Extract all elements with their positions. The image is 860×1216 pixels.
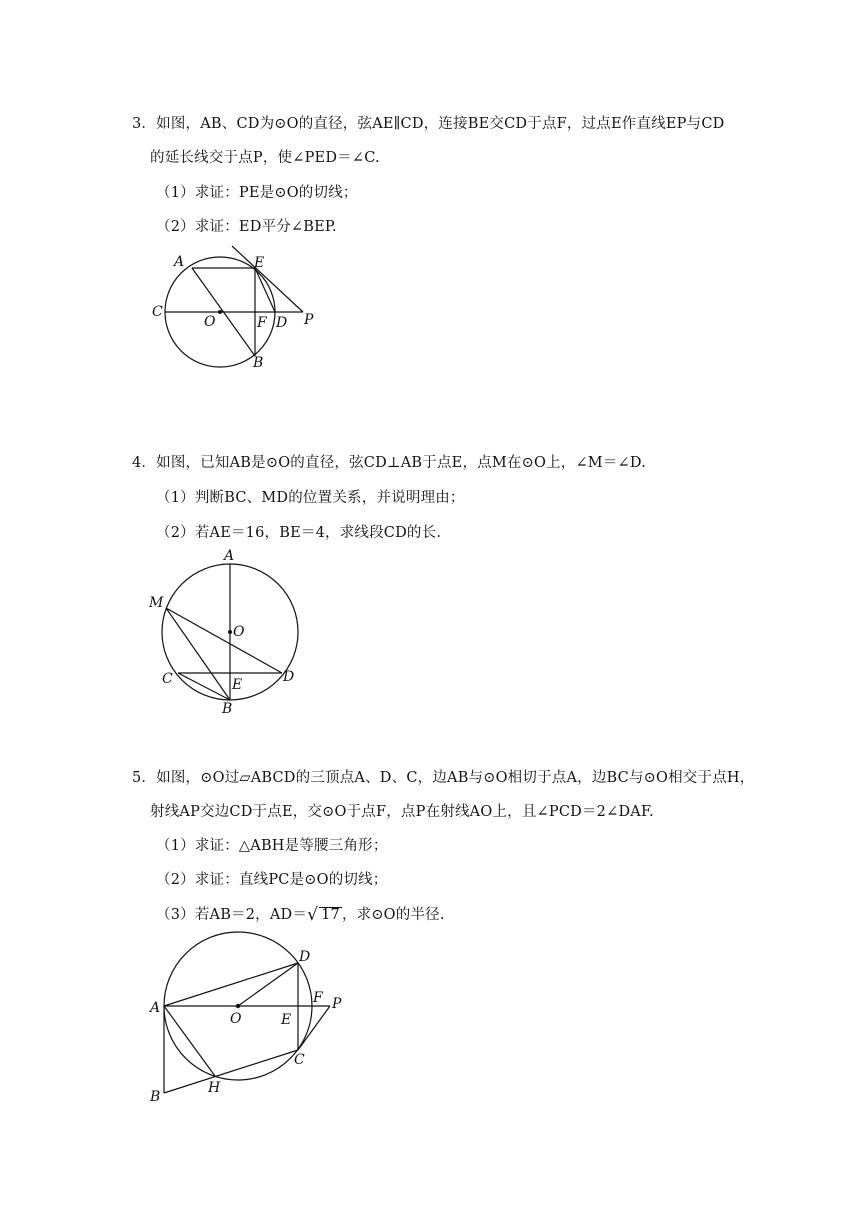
problem-5-sub3 [156, 903, 445, 924]
line-ed [255, 268, 275, 312]
center-dot [218, 310, 222, 314]
label-c: C [152, 304, 163, 320]
label-o: O [204, 314, 216, 330]
label-d: D [299, 949, 311, 965]
problem-5-stem-cont: 射线AP交边CD于点E，交⊙O于点F，点P在射线AO上，且∠PCD＝2∠DAF. [150, 804, 654, 820]
figure-3 [140, 240, 340, 380]
label-c: C [162, 671, 173, 687]
radicand: 17 [321, 907, 340, 923]
label-f: F [313, 990, 323, 1006]
line-cp [298, 1006, 330, 1050]
problem-3-stem-cont: 的延长线交于点P，使∠PED＝∠C. [150, 150, 380, 166]
problem-3-sub2: （2）求证：ED平分∠BEP. [156, 219, 337, 235]
problem-4-sub2: （2）若AE＝16，BE＝4，求线段CD的长. [156, 525, 442, 541]
problem-5-stem: 5．如图，⊙O过▱ABCD的三顶点A、D、C，边AB与⊙O相切于点A，边BC与⊙O相交于点H， [132, 770, 755, 786]
figure-4 [140, 545, 320, 725]
center-dot [236, 1004, 240, 1008]
label-e: E [281, 1012, 292, 1028]
problem-5-sub1: （1）求证：△ABH是等腰三角形； [156, 838, 388, 854]
label-f: F [257, 315, 267, 331]
label-d: D [276, 315, 288, 331]
line-ah [164, 1006, 215, 1076]
label-a: A [224, 548, 235, 564]
problem-3-stem: 3．如图，AB、CD为⊙O的直径，弦AE∥CD，连接BE交CD于点F，过点E作直线EP与CD [132, 116, 725, 132]
label-p: P [304, 312, 314, 328]
line-md [166, 608, 282, 673]
label-e: E [232, 677, 243, 693]
problem-5-sub3-pre: （3）若AB＝2，AD＝ [156, 907, 308, 923]
figure-5 [140, 930, 360, 1110]
label-a: A [174, 254, 185, 270]
sqrt-symbol: √ 17 [307, 905, 340, 925]
label-b: B [253, 355, 264, 371]
problem-4-sub1: （1）判断BC、MD的位置关系，并说明理由； [156, 490, 465, 506]
problem-5-sub2: （2）求证：直线PC是⊙O的切线； [156, 872, 388, 888]
label-d: D [283, 669, 295, 685]
label-c: C [294, 1052, 305, 1068]
label-o: O [233, 624, 245, 640]
problem-3-sub1: （1）求证：PE是⊙O的切线； [156, 185, 358, 201]
line-od [238, 963, 298, 1006]
problem-5-sub3-post: ，求⊙O的半径. [341, 907, 445, 923]
problem-4-stem: 4．如图，已知AB是⊙O的直径，弦CD⊥AB于点E，点M在⊙O上，∠M＝∠D. [132, 455, 647, 471]
label-b: B [222, 701, 233, 717]
line-tangent [232, 246, 303, 312]
label-h: H [208, 1080, 221, 1096]
line-cb [178, 673, 230, 700]
label-b: B [150, 1089, 161, 1105]
label-a: A [150, 1000, 161, 1016]
label-e: E [254, 255, 265, 271]
line-ad [164, 963, 298, 1006]
center-dot [228, 630, 232, 634]
label-m: M [149, 595, 164, 611]
line-mb [166, 608, 230, 700]
label-o: O [230, 1011, 242, 1027]
label-p: P [332, 996, 342, 1012]
